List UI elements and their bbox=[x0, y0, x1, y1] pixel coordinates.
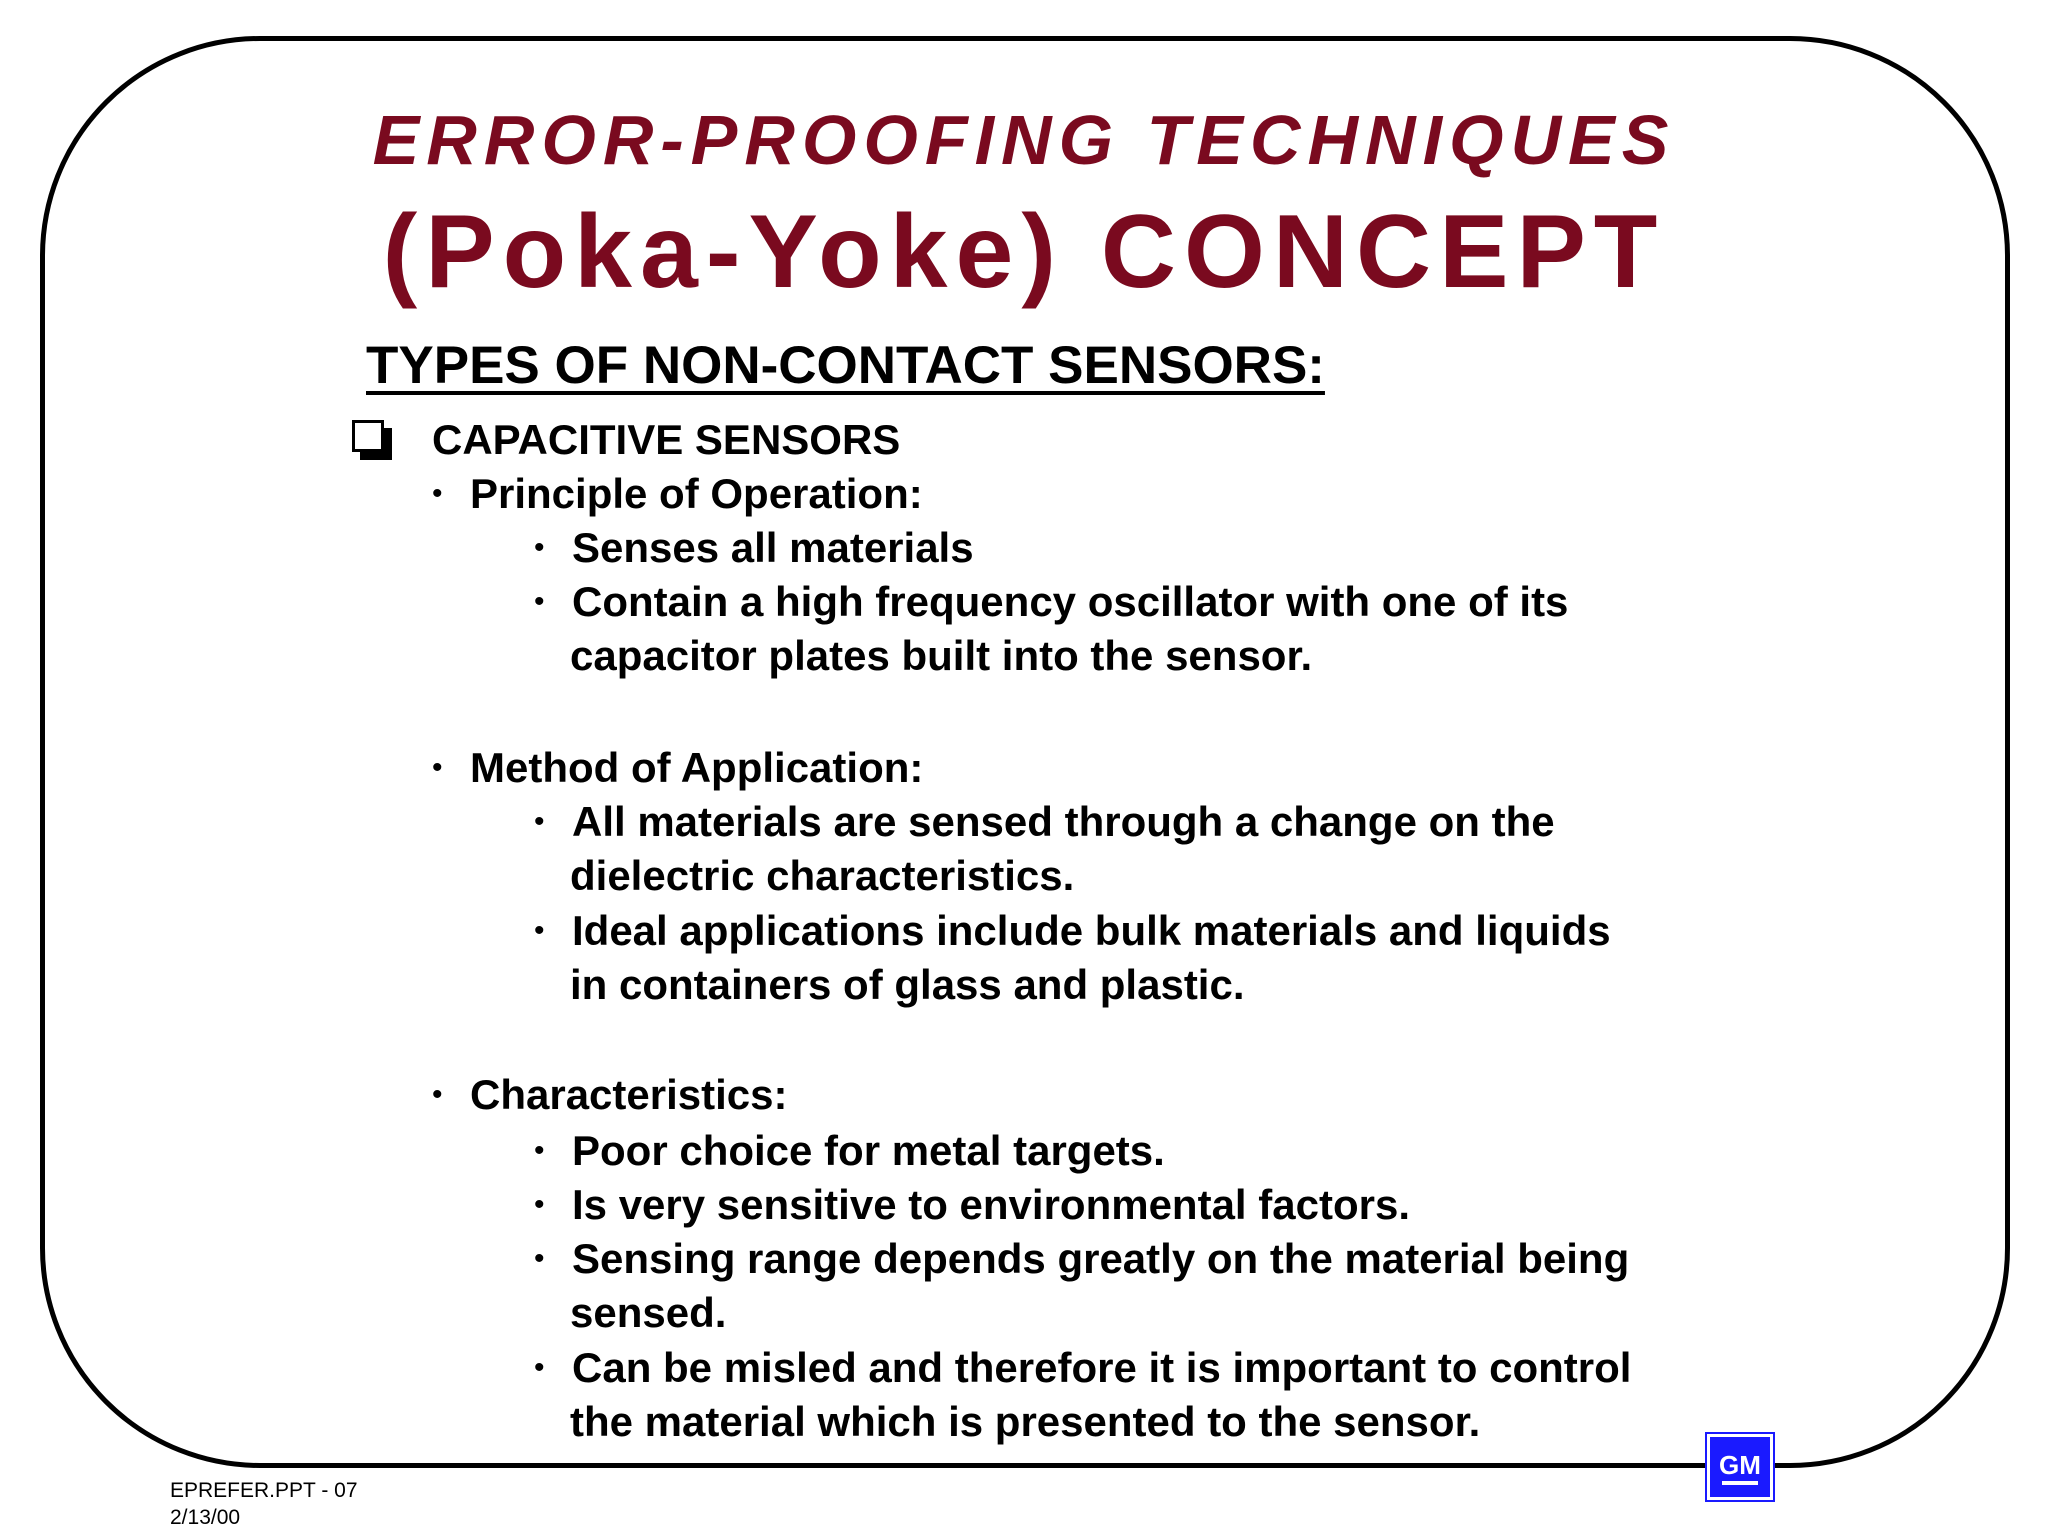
gm-logo-icon bbox=[1707, 1434, 1773, 1500]
list-item: Sensing range depends greatly on the material being bbox=[572, 1235, 1630, 1282]
group-label-principle: Principle of Operation: bbox=[470, 470, 923, 517]
checkbox-bullet-icon bbox=[352, 420, 392, 460]
list-item: Ideal applications include bulk materials and liquids bbox=[572, 907, 1611, 954]
list-item-continuation: dielectric characteristics. bbox=[570, 852, 1075, 899]
bullet-icon: • bbox=[534, 1351, 545, 1384]
bullet-icon: • bbox=[534, 585, 545, 618]
list-item: Poor choice for metal targets. bbox=[572, 1127, 1165, 1174]
bullet-icon: • bbox=[534, 531, 545, 564]
list-item-continuation: capacitor plates built into the sensor. bbox=[570, 632, 1313, 679]
group-label-method: Method of Application: bbox=[470, 744, 924, 791]
group-label-characteristics: Characteristics: bbox=[470, 1071, 788, 1118]
list-item-continuation: the material which is presented to the sensor. bbox=[570, 1398, 1481, 1445]
capacitive-sensors-item bbox=[352, 412, 900, 468]
bullet-icon: • bbox=[534, 1242, 545, 1275]
bullet-icon: • bbox=[534, 1134, 545, 1167]
list-item: All materials are sensed through a change on the bbox=[572, 798, 1555, 845]
bullet-icon: • bbox=[432, 1078, 443, 1111]
list-item: Can be misled and therefore it is important to control bbox=[572, 1344, 1632, 1391]
list-item-continuation: in containers of glass and plastic. bbox=[570, 961, 1245, 1008]
footer-date: 2/13/00 bbox=[170, 1506, 241, 1529]
slide-subtitle: (Poka-Yoke) CONCEPT bbox=[382, 194, 1666, 310]
list-item: Senses all materials bbox=[572, 524, 974, 571]
bullet-icon: • bbox=[534, 1188, 545, 1221]
list-item: Contain a high frequency oscillator with one of its bbox=[572, 578, 1569, 625]
slide-title: ERROR-PROOFING TECHNIQUES bbox=[372, 101, 1676, 179]
footer-file: EPREFER.PPT - 07 bbox=[170, 1479, 358, 1502]
bullet-icon: • bbox=[432, 477, 443, 510]
list-item: Is very sensitive to environmental factors. bbox=[572, 1181, 1410, 1228]
section-label: CAPACITIVE SENSORS bbox=[432, 416, 901, 463]
bullet-icon: • bbox=[534, 805, 545, 838]
svg-text:GM: GM bbox=[1719, 1450, 1761, 1480]
section-heading: TYPES OF NON-CONTACT SENSORS: bbox=[366, 336, 1325, 395]
list-item-continuation: sensed. bbox=[570, 1289, 727, 1336]
bullet-icon: • bbox=[432, 751, 443, 784]
bullet-icon: • bbox=[534, 914, 545, 947]
